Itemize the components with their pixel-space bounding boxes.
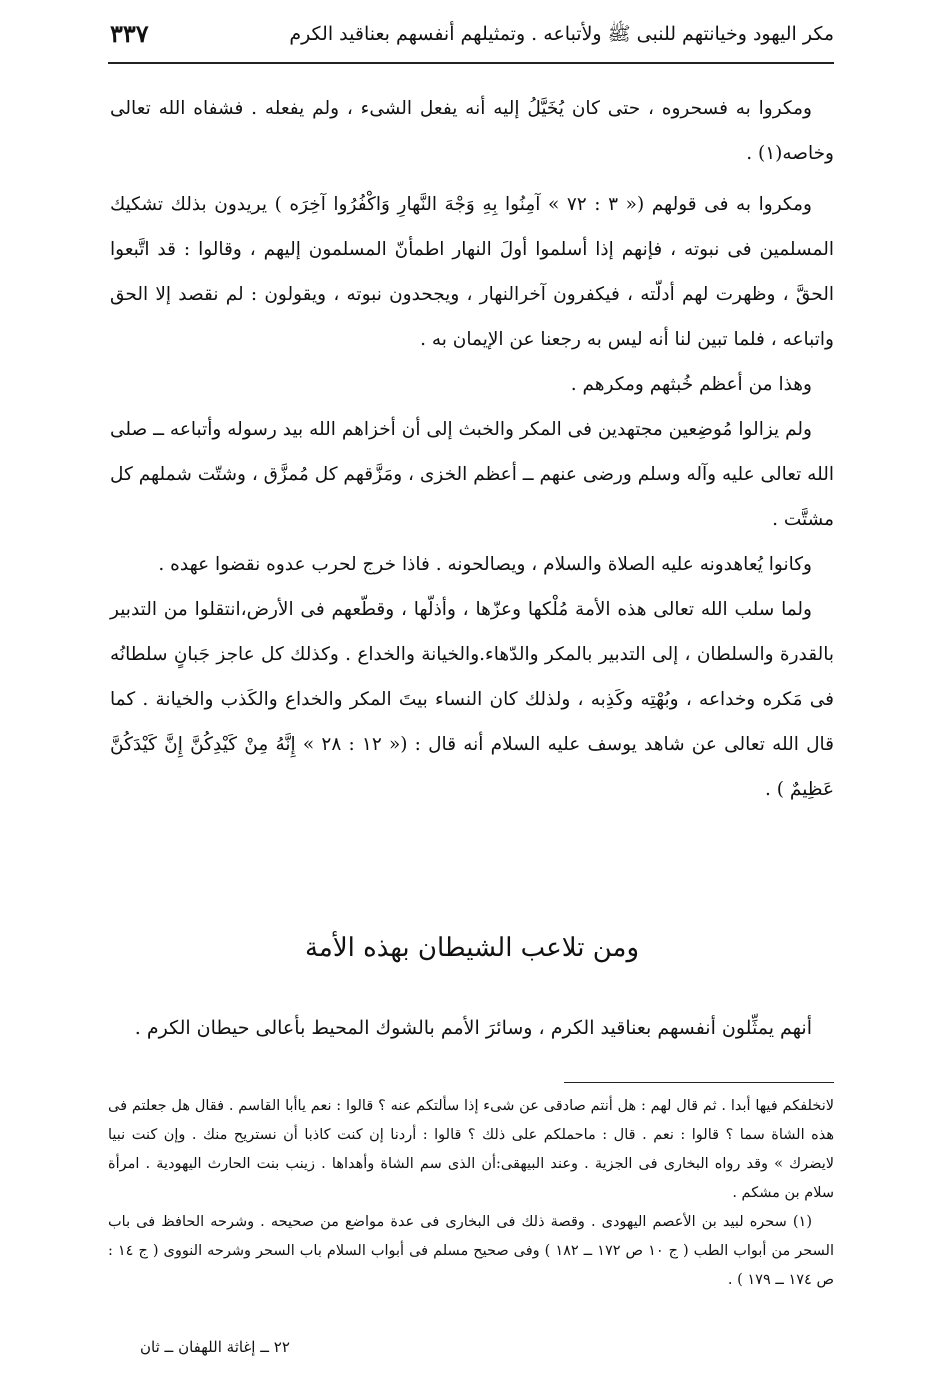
footnote: لانخلفكم فيها أبدا . ثم قال لهم : هل أنتم صادقى عن شىء إذا سألتكم عنه ؟ قالوا : نعم ياأبا القاسم . فقال هل جعلتم فى هذه الشاة سما ؟ قالوا : نعم . قال : ماحملكم على ذلك ؟ قالوا : أردنا إن كنت كاذبا أن نستريح منك . وإن كنت نبيا لايضرك » وقد رواه البخارى فى الجزية . وعند البيهقى:أن الذى سم الشاة وأهداها . زينب بنت الحارث اليهودية . امرأة سلام بن مشكم . bbox=[108, 1098, 834, 1201]
footnotes bbox=[108, 1092, 834, 1295]
paragraph: وهذا من أعظم خُبثهم ومكرهم . bbox=[570, 374, 812, 395]
footnote-rule bbox=[564, 1082, 834, 1083]
section-text: أنهم يمثِّلون أنفسهم بعناقيد الكرم ، وسائرَ الأمم بالشوك المحيط بأعالى حيطان الكرم . bbox=[134, 1017, 812, 1039]
main-text bbox=[110, 86, 834, 812]
running-head bbox=[110, 14, 834, 54]
signature-mark: ٢٢ ــ إغاثة اللهفان ــ ثان bbox=[140, 1338, 290, 1356]
section-heading: ومن تلاعب الشيطان بهذه الأمة bbox=[304, 933, 640, 963]
paragraph: ولم يزالوا مُوضِعين مجتهدين فى المكر والخبث إلى أن أخزاهم الله بيد رسوله وأتباعه ــ صلى الله تعالى عليه وآله وسلم ورضى عنهم ــ أعظم الخزى ، ومَزَّقهم كل مُمزَّق ، وشتّت شملهم كل مشتَّت . bbox=[110, 419, 834, 530]
footnote: (١) سحره لبيد بن الأعصم اليهودى . وقصة ذلك فى البخارى فى عدة مواضع من صحيحه . وشرحه الحافظ فى باب السحر من أبواب الطب ( ج ١٠ ص ١٧٢ ــ ١٨٢ ) وفى صحيح مسلم فى أبواب السلام باب السحر وشرحه النووى ( ج ١٤ : ص ١٧٤ ــ ١٧٩ ) . bbox=[108, 1214, 834, 1288]
paragraph: ومكروا به فسحروه ، حتى كان يُخَيَّلُ إليه أنه يفعل الشىء ، ولم يفعله . فشفاه الله تعالى وخاصه(١) . bbox=[110, 98, 834, 164]
header-rule bbox=[108, 62, 834, 64]
running-title: مكر اليهود وخيانتهم للنبى ﷺ ولأتباعه . وتمثيلهم أنفسهم بعناقيد الكرم bbox=[289, 23, 834, 45]
paragraph: ولما سلب الله تعالى هذه الأمة مُلْكها وعزّها ، وأذلّها ، وقطّعهم فى الأرض،انتقلوا من التدبير بالقدرة والسلطان ، إلى التدبير بالمكر والدّهاء.والخيانة والخداع . وكذلك كل عاجز جَبانٍ سلطانُه فى مَكره وخداعه ، وبُهْتِه وكَذِبه ، ولذلك كان النساء بيتَ المكر والخداع والكَذب والخيانة . كما قال الله تعالى عن شاهد يوسف عليه السلام أنه قال : (« ١٢ : ٢٨ » إِنَّهُ مِنْ كَيْدِكُنَّ إِنَّ كَيْدَكُنَّ عَظِيمٌ ) . bbox=[110, 599, 834, 800]
page-number: ٣٣٧ bbox=[110, 19, 149, 48]
paragraph: وكانوا يُعاهدونه عليه الصلاة والسلام ، ويصالحونه . فاذا خرج لحرب عدوه نقضوا عهده . bbox=[158, 554, 812, 575]
paragraph: ومكروا به فى قولهم (« ٣ : ٧٢ » آمِنُوا بِهِ وَجْهَ النَّهارِ وَاكْفُرُوا آخِرَه ) يريدون بذلك تشكيك المسلمين فى نبوته ، فإنهم إذا أسلموا أولَ النهار اطمأنّ المسلمون إليهم ، وقالوا : قد اتَّبعوا الحقَّ ، وظهرت لهم أدلّته ، فيكفرون آخرالنهار ، ويجحدون نبوته ، ويقولون : لم نقصد إلا الحق واتباعه ، فلما تبين لنا أنه ليس به رجعنا عن الإيمان به . bbox=[110, 194, 834, 350]
